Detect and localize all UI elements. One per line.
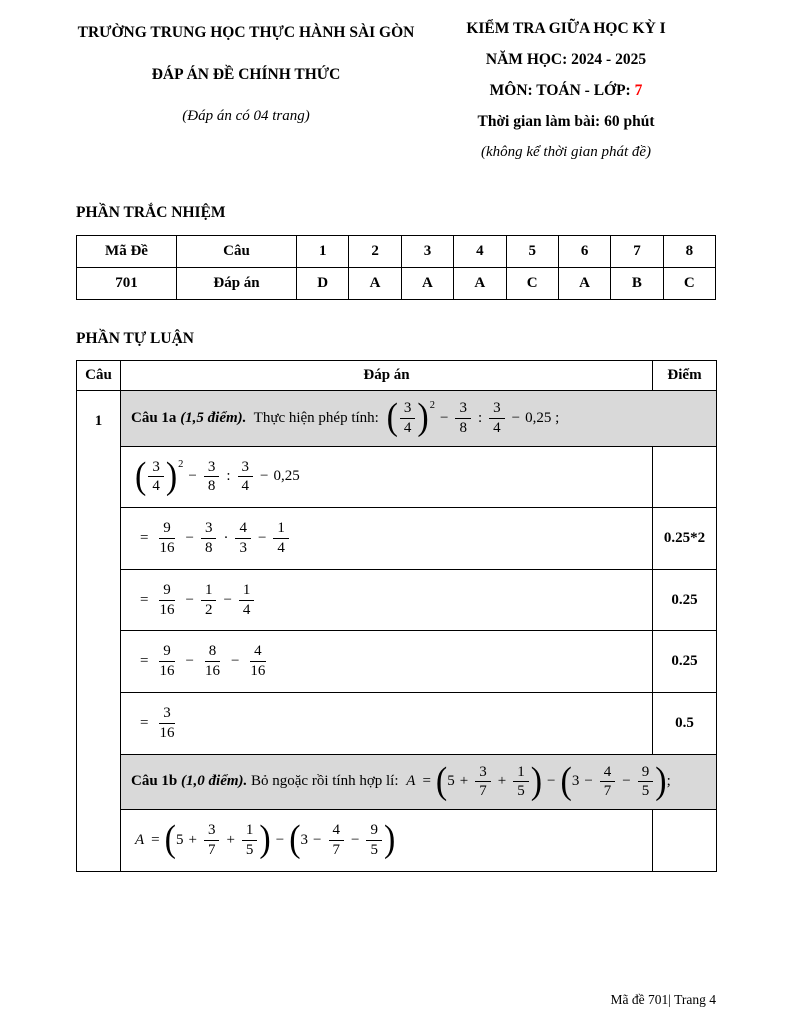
question-points-note: (1,0 điểm). — [181, 773, 248, 790]
points-cell: 0.25 — [653, 631, 717, 693]
work-content — [133, 705, 644, 742]
essay-work-row — [77, 446, 717, 508]
exam-title: KIỂM TRA GIỮA HỌC KỲ I — [466, 20, 666, 37]
work-cell — [121, 446, 653, 508]
mc-answer-cell: A — [349, 268, 401, 300]
prompt-cell — [121, 391, 717, 447]
page-count-note: (Đáp án có 04 trang) — [182, 108, 310, 124]
fraction: $\frac{3}{4}$ — [489, 400, 505, 437]
left-paren: ( — [135, 455, 147, 498]
mc-header-row — [77, 236, 716, 268]
operator: + — [226, 831, 235, 848]
essay-table-body — [77, 391, 717, 872]
math-expression — [135, 455, 300, 498]
right-paren: ) — [530, 760, 543, 803]
right-paren: ) — [165, 455, 178, 498]
question-number-cell: 1 — [77, 391, 121, 872]
math-expression — [135, 643, 271, 680]
mc-header-cell: 8 — [663, 236, 715, 268]
right-paren: ) — [417, 397, 429, 439]
subject-label: MÔN: TOÁN - LỚP: — [489, 82, 635, 99]
fraction: $\frac{4}{16}$ — [250, 643, 266, 680]
operator: − — [223, 591, 232, 608]
operator: − — [230, 653, 240, 670]
fraction: $\frac{9}{16}$ — [159, 581, 175, 618]
question-instruction: Thực hiện phép tính: — [246, 409, 383, 426]
operator: = — [140, 714, 149, 731]
prompt-cell — [121, 754, 717, 810]
mc-header-cell: Câu — [177, 236, 297, 268]
operator: − — [351, 831, 360, 848]
left-paren: ( — [164, 819, 176, 861]
mc-answer-cell: A — [558, 268, 610, 300]
mc-header-cell: 5 — [506, 236, 558, 268]
math-text: 3 — [300, 831, 309, 848]
operator: + — [188, 831, 197, 848]
mc-answer-cell: Đáp án — [177, 268, 297, 300]
fraction: $\frac{1}{5}$ — [513, 764, 529, 801]
operator: = — [422, 773, 431, 790]
essay-work-row — [77, 569, 717, 631]
math-text: ; — [666, 773, 671, 790]
right-paren: ) — [259, 819, 271, 861]
math-text: 0,25 — [273, 468, 300, 485]
left-paren: ( — [386, 397, 398, 439]
fraction: $\frac{1}{5}$ — [242, 822, 258, 859]
mc-answer-cell: C — [663, 268, 715, 300]
exponent: 2 — [429, 400, 435, 411]
math-text: ; — [551, 409, 560, 426]
operator: − — [185, 591, 194, 608]
math-expression — [386, 397, 560, 439]
grade-number: 7 — [634, 82, 643, 99]
work-cell — [121, 508, 653, 570]
operator: = — [151, 831, 160, 848]
question-label: Câu 1a — [131, 409, 181, 426]
work-cell — [121, 631, 653, 693]
math-expression — [135, 582, 256, 619]
essay-header-row — [77, 361, 717, 391]
fraction: $\frac{3}{4}$ — [238, 459, 254, 496]
fraction: $\frac{3}{4}$ — [400, 400, 416, 437]
fraction: $\frac{8}{16}$ — [204, 643, 220, 680]
fraction: $\frac{1}{4}$ — [239, 582, 255, 619]
prompt-content — [131, 397, 708, 439]
work-content — [133, 520, 644, 557]
math-text: 0,25 — [525, 409, 552, 426]
essay-answer-table — [76, 360, 717, 872]
mc-section-title: PHẦN TRẮC NHIỆM — [76, 204, 226, 221]
exponent: 2 — [178, 458, 184, 470]
header-right-block — [416, 20, 716, 174]
mc-answer-cell: 701 — [77, 268, 177, 300]
fraction: $\frac{4}{7}$ — [600, 764, 616, 801]
work-cell — [121, 569, 653, 631]
left-paren: ( — [435, 760, 448, 803]
fraction: $\frac{9}{16}$ — [159, 643, 175, 680]
math-expression — [135, 520, 291, 557]
mc-answer-table — [76, 235, 716, 300]
variable: A — [406, 773, 416, 790]
operator: = — [140, 591, 149, 608]
operator: · — [223, 529, 229, 546]
work-cell — [121, 810, 653, 872]
operator: : — [226, 468, 231, 485]
work-content — [133, 455, 644, 498]
fraction: $\frac{3}{8}$ — [455, 400, 471, 437]
operator: − — [584, 773, 593, 790]
fraction: $\frac{4}{3}$ — [235, 520, 251, 557]
mc-header-cell: 7 — [611, 236, 663, 268]
essay-work-row — [77, 631, 717, 693]
fraction: $\frac{9}{16}$ — [159, 520, 175, 556]
left-paren: ( — [560, 760, 572, 803]
fraction: $\frac{3}{8}$ — [201, 520, 217, 557]
essay-header-dapan: Đáp án — [121, 361, 653, 391]
left-paren: ( — [289, 819, 301, 861]
mc-header-cell: 6 — [558, 236, 610, 268]
operator: − — [185, 529, 194, 546]
essay-header-cau: Câu — [77, 361, 121, 391]
operator: − — [440, 409, 449, 426]
fraction: $\frac{3}{7}$ — [204, 822, 220, 859]
fraction: $\frac{9}{5}$ — [366, 822, 382, 859]
operator: + — [459, 773, 469, 790]
mc-header-cell: 3 — [401, 236, 453, 268]
fraction: $\frac{3}{4}$ — [148, 459, 164, 496]
document-header — [76, 20, 716, 174]
right-paren: ) — [655, 760, 667, 803]
mc-answer-row — [77, 268, 716, 300]
essay-work-row — [77, 508, 717, 570]
fraction: $\frac{1}{4}$ — [273, 520, 289, 557]
mc-answer-cell: C — [506, 268, 558, 300]
question-instruction: Bỏ ngoặc rồi tính hợp lí: — [247, 773, 403, 790]
essay-header-diem: Điểm — [653, 361, 717, 391]
work-cell — [121, 692, 653, 754]
fraction: $\frac{9}{5}$ — [638, 764, 654, 801]
points-cell — [653, 810, 717, 872]
school-year: NĂM HỌC: 2024 - 2025 — [485, 51, 647, 68]
right-paren: ) — [383, 819, 396, 861]
mc-answer-cell: B — [611, 268, 663, 300]
points-cell: 0.25 — [653, 569, 717, 631]
operator: − — [547, 773, 556, 790]
points-cell — [653, 446, 717, 508]
fraction: $\frac{3}{8}$ — [204, 459, 220, 496]
operator: − — [622, 773, 631, 790]
variable: A — [135, 831, 145, 848]
question-points-note: (1,5 điểm). — [180, 409, 247, 426]
work-content — [133, 582, 644, 619]
math-expression — [135, 705, 180, 742]
mc-answer-cell: A — [454, 268, 506, 300]
math-expression — [135, 819, 396, 861]
work-content — [133, 819, 644, 861]
essay-work-row — [77, 692, 717, 754]
operator: = — [140, 653, 149, 670]
operator: + — [497, 773, 507, 790]
duration-line: Thời gian làm bài: 60 phút — [477, 113, 655, 130]
operator: − — [511, 409, 521, 426]
operator: − — [313, 831, 322, 848]
points-cell: 0.25*2 — [653, 508, 717, 570]
essay-work-row — [77, 810, 717, 872]
mc-answer-cell: D — [297, 268, 349, 300]
mc-header-cell: 2 — [349, 236, 401, 268]
answer-key-title: ĐÁP ÁN ĐỀ CHÍNH THỨC — [151, 66, 341, 83]
operator: − — [257, 529, 267, 546]
math-text: 5 — [175, 831, 184, 848]
prompt-content — [131, 760, 708, 803]
fraction: $\frac{1}{2}$ — [201, 582, 217, 619]
header-left-block — [76, 20, 416, 174]
fraction: $\frac{3}{7}$ — [475, 764, 491, 801]
fraction: $\frac{4}{7}$ — [329, 822, 345, 859]
mc-header-cell: 1 — [297, 236, 349, 268]
essay-prompt-row — [77, 391, 717, 447]
operator: − — [275, 831, 285, 848]
mc-header-cell: 4 — [454, 236, 506, 268]
work-content — [133, 643, 644, 680]
duration-note: (không kể thời gian phát đề) — [480, 144, 652, 160]
subject-grade-line — [416, 82, 716, 100]
math-text: 3 — [571, 773, 580, 790]
page-footer: Mã đề 701| Trang 4 — [610, 992, 716, 1007]
operator: − — [188, 468, 197, 485]
operator: : — [477, 409, 483, 426]
question-label: Câu 1b — [131, 773, 182, 790]
points-cell: 0.5 — [653, 692, 717, 754]
fraction: $\frac{3}{16}$ — [159, 704, 175, 741]
school-name: TRƯỜNG TRUNG HỌC THỰC HÀNH SÀI GÒN — [77, 24, 415, 41]
essay-section-title: PHẦN TỰ LUẬN — [76, 330, 194, 347]
mc-header-cell: Mã Đề — [77, 236, 177, 268]
mc-answer-cell: A — [401, 268, 453, 300]
operator: − — [260, 468, 269, 485]
operator: − — [185, 653, 194, 670]
operator: = — [140, 529, 149, 546]
math-text: 5 — [447, 773, 455, 790]
math-expression — [406, 760, 671, 803]
essay-prompt-row — [77, 754, 717, 810]
